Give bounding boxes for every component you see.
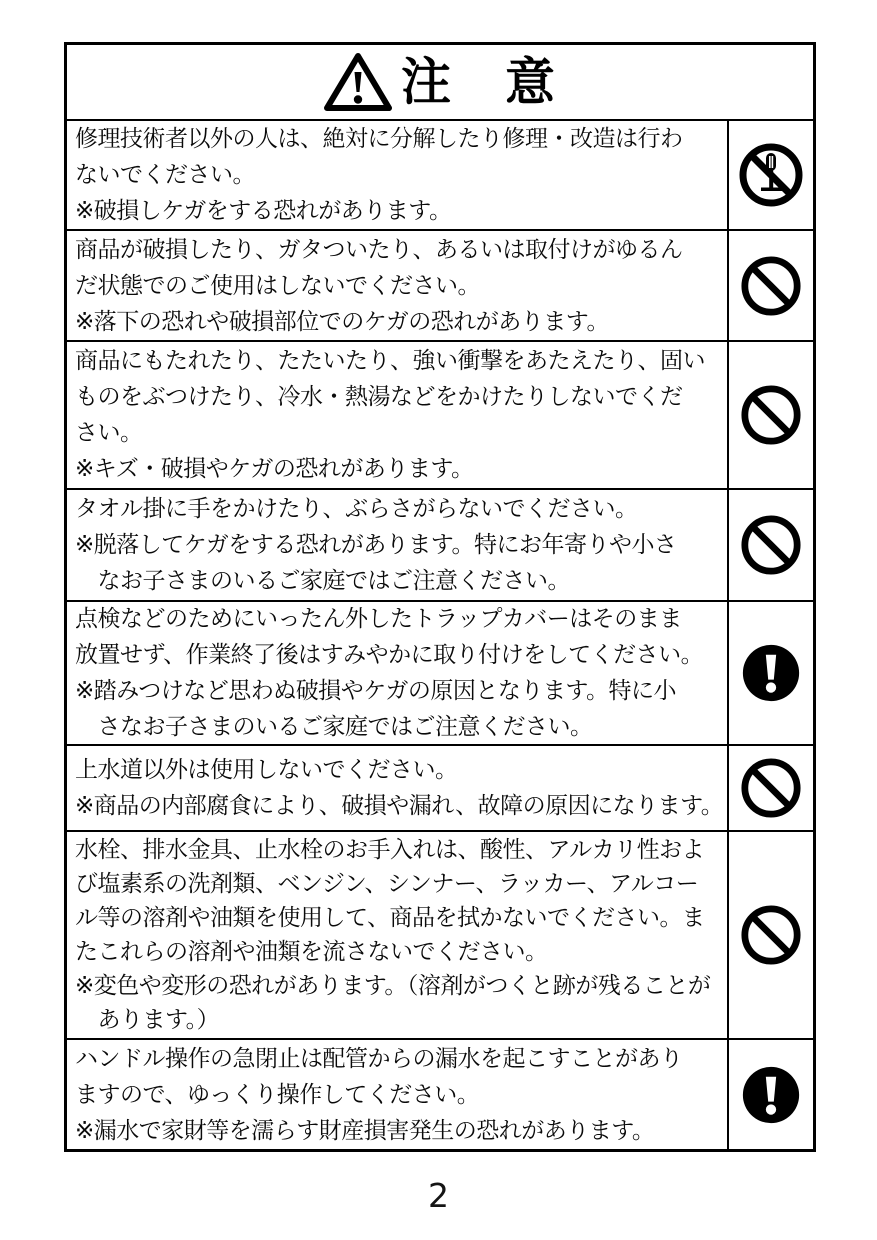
table-row (67, 121, 813, 231)
mandatory-icon (741, 643, 801, 703)
caution-table-body (67, 121, 813, 1149)
table-row (67, 832, 813, 1040)
prohibition-icon (740, 255, 802, 317)
icon-cell (727, 121, 813, 229)
warning-text-cell (67, 602, 727, 744)
prohibition-icon (740, 757, 802, 819)
text-line: ※変色や変形の恐れがあります。（溶剤がつくと跡が残ることが (75, 973, 711, 999)
warning-text-cell (67, 121, 727, 229)
page-number: 2 (428, 1176, 449, 1215)
text-line: 商品が破損したり、ガタついたり、あるいは取付けがゆるん (75, 236, 683, 263)
text-line: 修理技術者以外の人は、絶対に分解したり修理・改造は行わ (75, 126, 683, 152)
text-line: ※破損しケガをする恐れがあります。 (75, 198, 452, 224)
no-disassembly-icon (738, 142, 804, 208)
text-line: ※キズ・破損やケガの恐れがあります。 (75, 456, 474, 482)
text-line: ル等の溶剤や油類を使用して、商品を拭かないでください。ま (75, 905, 705, 931)
text-line: ますので、ゆっくり操作してください。 (75, 1081, 480, 1108)
icon-cell (727, 602, 813, 744)
table-row (67, 342, 813, 490)
text-line: ※商品の内部腐食により、破損や漏れ、故障の原因になります。 (75, 793, 724, 819)
text-line: たこれらの溶剤や油類を流さないでください。 (75, 939, 548, 965)
table-row (67, 490, 813, 602)
text-line: タオル掛に手をかけたり、ぶらさがらないでください。 (75, 496, 638, 522)
warning-text-cell (67, 832, 727, 1038)
icon-cell (727, 231, 813, 340)
text-line: ※脱落してケガをする恐れがあります。特にお年寄りや小さ (75, 532, 677, 558)
prohibition-icon (740, 384, 802, 446)
text-line: 点検などのためにいったん外したトラップカバーはそのまま (75, 606, 682, 632)
text-line: 水栓、排水金具、止水栓のお手入れは、酸性、アルカリ性およ (75, 837, 705, 863)
text-line: あります。） (75, 1007, 220, 1033)
table-row (67, 231, 813, 342)
warning-text-cell (67, 231, 727, 340)
text-line: 上水道以外は使用しないでください。 (75, 757, 458, 783)
caution-title: 注 意 (401, 52, 557, 112)
prohibition-icon (740, 904, 802, 966)
warning-text-cell (67, 746, 727, 830)
text-line: ※漏水で家財等を濡らす財産損害発生の恐れがあります。 (75, 1117, 655, 1144)
text-line: さなお子さまのいるご家庭ではご注意ください。 (75, 714, 593, 740)
text-line: 商品にもたれたり、たたいたり、強い衝撃をあたえたり、固い (75, 348, 705, 374)
table-row (67, 746, 813, 832)
text-line: なお子さまのいるご家庭ではご注意ください。 (75, 568, 570, 594)
icon-cell (727, 342, 813, 488)
icon-cell (727, 746, 813, 830)
text-line: ※落下の恐れや破損部位でのケガの恐れがあります。 (75, 308, 609, 335)
text-line: び塩素系の洗剤類、ベンジン、シンナー、ラッカー、アルコー (75, 871, 699, 897)
warning-text-cell (67, 490, 727, 600)
text-line: ものをぶつけたり、冷水・熱湯などをかけたりしないでくだ (75, 384, 683, 410)
table-row (67, 1040, 813, 1149)
text-line: だ状態でのご使用はしないでください。 (75, 272, 480, 299)
icon-cell (727, 1040, 813, 1149)
text-line: ハンドル操作の急閉止は配管からの漏水を起こすことがあり (75, 1045, 683, 1072)
warning-text-cell (67, 342, 727, 488)
text-line: さい。 (75, 420, 143, 446)
prohibition-icon (740, 514, 802, 576)
text-line: 放置せず、作業終了後はすみやかに取り付けをしてください。 (75, 642, 704, 668)
table-row (67, 602, 813, 746)
caution-header (67, 45, 813, 121)
icon-cell (727, 832, 813, 1038)
warning-text-cell (67, 1040, 727, 1149)
text-line: ないでください。 (75, 162, 255, 188)
text-line: ※踏みつけなど思わぬ破損やケガの原因となります。特に小 (75, 678, 677, 704)
caution-table (64, 42, 816, 1152)
mandatory-icon (741, 1065, 801, 1125)
icon-cell (727, 490, 813, 600)
warning-triangle-icon (323, 51, 393, 113)
